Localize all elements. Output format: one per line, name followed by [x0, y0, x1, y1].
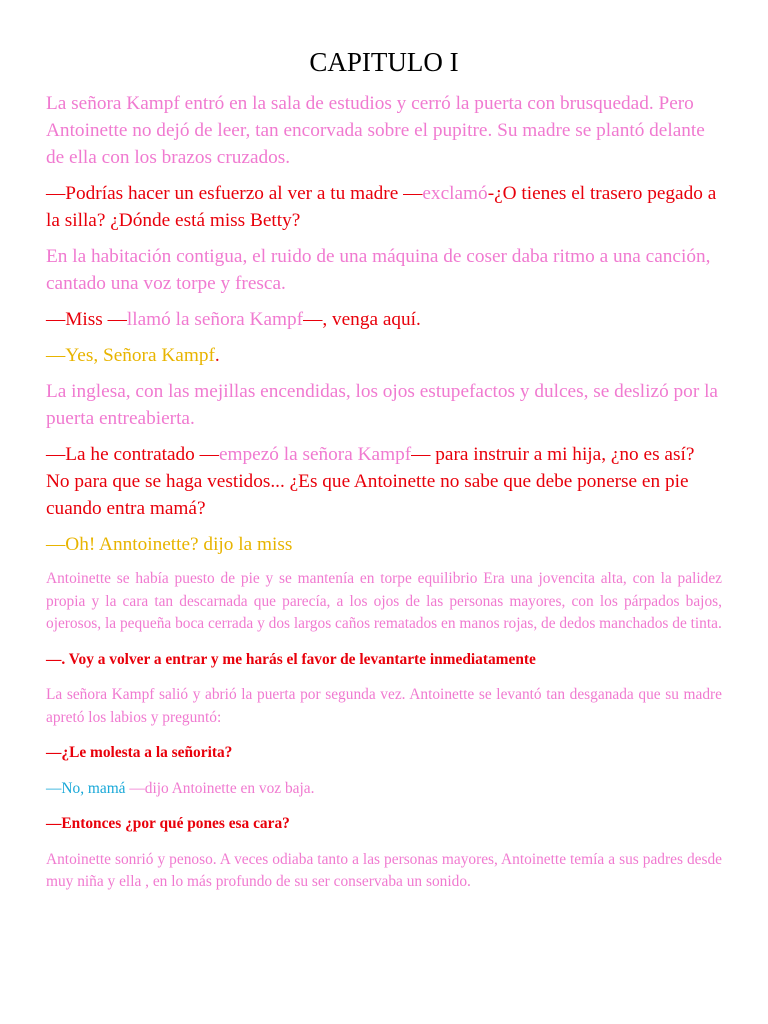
paragraph-dialogue-mother-6: —Entonces ¿por qué pones esa cara? [46, 815, 290, 832]
dialogue-text: —Miss — [46, 309, 127, 330]
paragraph-narration-2: En la habitación contigua, el ruido de una máquina de coser daba ritmo a una canción, cantado una voz torpe y fresca. [46, 246, 711, 294]
dialogue-text: -¿O tienes el trasero pegado a la silla? ¿Dónde está miss Betty? [46, 183, 717, 231]
paragraph-narration-6: Antoinette sonrió y penoso. A veces odiaba tanto a las personas mayores, Antoinette temía a sus padres desde muy niña y ella , en lo más profundo de su ser conservaba un sonido. [46, 850, 722, 890]
dialogue-text: — para instruir a mi hija, ¿no es así? No para que se haga vestidos... ¿Es que Antoinette no sabe que debe ponerse en pie cuando entra mamá? [46, 444, 695, 519]
paragraph-dialogue-mother-2 [46, 306, 722, 333]
dialogue-text: —Yes, Señora Kampf [46, 345, 215, 366]
dialogue-text: —, venga aquí. [303, 309, 421, 330]
dialogue-text: —No, mamá [46, 779, 130, 797]
paragraph-dialogue-miss-2: —Oh! Anntoinette? dijo la miss [46, 534, 293, 555]
dialogue-tag: —dijo Antoinette en voz baja. [129, 779, 315, 797]
paragraph-narration-1: La señora Kampf entró en la sala de estudios y cerró la puerta con brusquedad. Pero Antoinette no dejó de leer, tan encorvada sobre el pupitre. Su madre se plantó delante de ella con los brazos cruzados. [46, 93, 705, 168]
paragraph-narration-4: Antoinette se había puesto de pie y se mantenía en torpe equilibrio Era una jovencita alta, con la palidez propia y la cara tan descarnada que parecía, a los ojos de las personas mayores, con los párpados bajos, ojerosos, la pequeña boca cerrada y dos largos caños rematados en manos rojas, de dedos manchados de tinta. [46, 570, 722, 632]
dialogue-tag: empezó la señora Kampf [218, 444, 412, 465]
dialogue-text: —La he contratado — [46, 444, 219, 465]
paragraph-dialogue-antoinette [46, 778, 722, 801]
dialogue-punctuation: . [214, 345, 220, 366]
paragraph-dialogue-mother-3 [46, 441, 722, 522]
paragraph-dialogue-miss-1 [46, 342, 722, 369]
paragraph-dialogue-mother-5: —¿Le molesta a la señorita? [46, 744, 233, 761]
paragraph-dialogue-mother-1 [46, 180, 722, 234]
chapter-title: CAPITULO I [309, 47, 459, 77]
dialogue-tag: exclamó [422, 183, 488, 204]
dialogue-text: —Podrías hacer un esfuerzo al ver a tu madre — [46, 183, 423, 204]
paragraph-narration-3: La inglesa, con las mejillas encendidas, los ojos estupefactos y dulces, se deslizó por la puerta entreabierta. [46, 381, 718, 429]
paragraph-narration-5: La señora Kampf salió y abrió la puerta por segunda vez. Antoinette se levantó tan desganada que su madre apretó los labios y preguntó: [46, 686, 722, 726]
paragraph-dialogue-mother-4: —. Voy a volver a entrar y me harás el favor de levantarte inmediatamente [46, 650, 536, 668]
dialogue-tag: llamó la señora Kampf [126, 309, 304, 330]
